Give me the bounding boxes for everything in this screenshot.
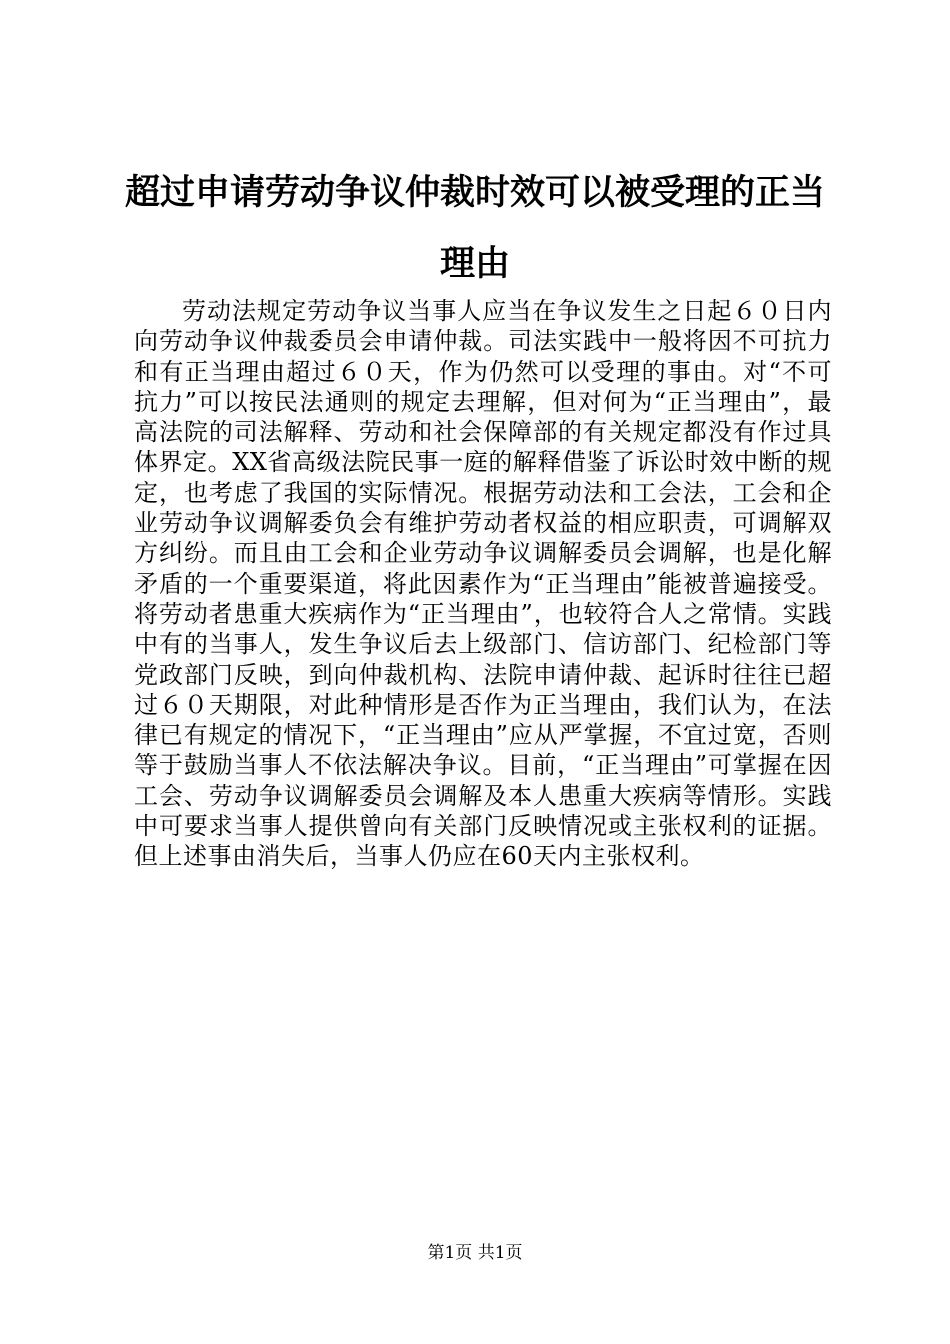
document-body-paragraph: 劳动法规定劳动争议当事人应当在争议发生之日起６０日内向劳动争议仲裁委员会申请仲裁。司法实践中一般将因不可抗力和有正当理由超过６０天，作为仍然可以受理的事由。对“不可抗力”可以按民法通则的规定去理解，但对何为“正当理由”，最高法院的司法解释、劳动和社会保障部的有关规定都没有作过具体界定。XX省高级法院民事一庭的解释借鉴了诉讼时效中断的规定，也考虑了我国的实际情况。根据劳动法和工会法，工会和企业劳动争议调解委负会有维护劳动者权益的相应职责，可调解双方纠纷。而且由工会和企业劳动争议调解委员会调解，也是化解矛盾的一个重要渠道，将此因素作为“正当理由”能被普遍接受。将劳动者患重大疾病作为“正当理由”，也较符合人之常情。实践中有的当事人，发生争议后去上级部门、信访部门、纪检部门等党政部门反映，到向仲裁机构、法院申请仲裁、起诉时往往已超过６０天期限，对此种情形是否作为正当理由，我们认为，在法律已有规定的情况下，“正当理由”应从严掌握，不宜过宽，否则等于鼓励当事人不依法解决争议。目前，“正当理由”可掌握在因工会、劳动争议调解委员会调解及本人患重大疾病等情形。实践中可要求当事人提供曾向有关部门反映情况或主张权利的证据。但上述事由消失后，当事人仍应在60天内主张权利。 bbox=[134, 297, 832, 871]
document-title: 超过申请劳动争议仲裁时效可以被受理的正当理由 bbox=[124, 173, 825, 284]
page-number-footer: 第1页 共1页 bbox=[427, 1243, 523, 1263]
